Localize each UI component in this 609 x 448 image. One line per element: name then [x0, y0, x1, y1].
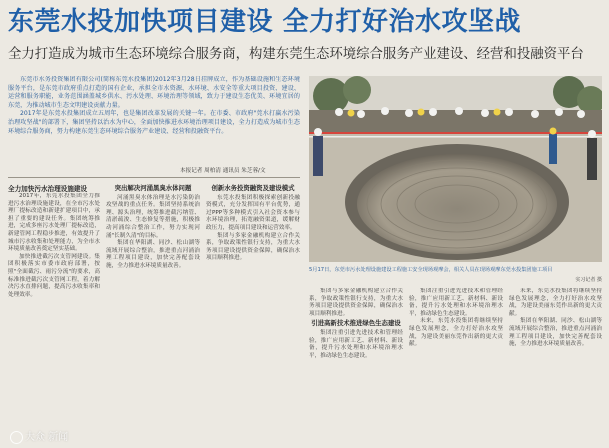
watermark	[10, 428, 100, 444]
headline: 东莞水投加快项目建设 全力打好治水攻坚战	[8, 7, 522, 37]
article-paragraph: 2017年，东莞水投集团全力推进污水治理设施建设，在全市污水处理厂提标改造和新建扩建项目中，承担了重要的建设任务。集团统筹推进，完成多座污水处理厂提标改造，新建管网工程稳步推进，有效提升了城市污水收集和处理能力，为全市水环境质量改善奠定坚实基础。	[8, 193, 100, 253]
divider	[8, 177, 300, 178]
article-column	[106, 183, 200, 428]
intro-paragraph: 东莞市水务投资集团有限公司(简称东莞水投集团)2012年3月28日挂牌成立，作为基础设施和生态环境服务平台，是东莞市政府重点打造的国有企业，承担全市水资源、水环境、水安全等重大项目投资、建设、运营和服务职能，业务范围涵盖城乡供水、污水处理、环境治理等领域，致力于建设生态优美、环境宜居的东莞，为推动城市生态文明建设贡献力量。	[8, 76, 300, 109]
article-paragraph: 未来，东莞水投集团将继续坚持绿色发展理念，全力打好治水攻坚战，为建设美丽东莞作出新的更大贡献。	[409, 318, 503, 348]
section-title: 全力加快污水治理设施建设	[8, 185, 88, 193]
watermark-text: 大众 新闻	[25, 432, 69, 443]
photo-caption: 5月17日，东莞市污水处理设施建设工程施工安全现场观摩会，相关人员在现场观摩东莞水投集团施工项目	[309, 267, 553, 273]
section-title: 创新水务投资融资及建设模式	[211, 184, 295, 192]
article-paragraph: 加快推进截污次支管网建设。集团积极落实市委市政府部署，按照"全面截污、雨污分流"的要求，高标准推进截污次支管网工程，着力解决污水直排问题，提高污水收集率和处理效率。	[8, 253, 100, 298]
article-paragraph: 河涌黑臭水体治理是水污染防治攻坚战的重点任务。集团坚持系统治理、源头治理，统筹推进截污纳管、清淤疏浚、生态修复等措施，积极推动河涌综合整治工作，努力实现河涌"长制久清"的目标。	[106, 194, 200, 239]
watermark-logo-icon	[10, 431, 23, 444]
subheadline: 全力打造成为城市生态环境综合服务商，构建东莞生态环境综合服务产业建设、经营和投融资平台	[8, 47, 584, 62]
photo-credit: 实习记者 摄	[575, 277, 602, 283]
news-photo	[309, 76, 602, 262]
byline: 本报记者 周柏清 通讯员 朱芝蓉/文	[180, 168, 266, 174]
article-column	[509, 288, 602, 428]
article-paragraph: 未来，东莞水投集团将继续坚持绿色发展理念，全力打好治水攻坚战，为建设美丽东莞作出新的更大贡献。	[509, 288, 602, 317]
article-paragraph: 集团在华阳湖、同沙、松山湖等流域开展综合整治，推进重点河涌治理工程项目建设，加快完善配套设施，全力推进水环境质量改善。	[106, 240, 200, 269]
article-paragraph: 集团与多家金融机构建立合作关系，争取政策性银行支持，为重大水务项目建设提供资金保障，确保治水项目顺利推进。	[206, 232, 300, 262]
construction-site-photo	[309, 76, 602, 262]
article-column	[309, 288, 403, 428]
section-title: 引进高新技术推进绿色生态建设	[311, 319, 401, 328]
article-column	[8, 193, 100, 428]
article-paragraph: 集团注重引进先进技术和管理经验，推广应用新工艺、新材料、新设备，提升污水处理和水环境治理水平，推动绿色生态建设。	[309, 329, 403, 359]
article-column	[206, 183, 300, 428]
article-paragraph: 集团与多家金融机构建立合作关系，争取政策性银行支持，为重大水务项目建设提供资金保障，确保治水项目顺利推进。	[309, 288, 403, 317]
article-column	[409, 288, 503, 428]
section-title: 突出解决河涌黑臭水体问题	[114, 184, 192, 192]
article-paragraph: 集团注重引进先进技术和管理经验，推广应用新工艺、新材料、新设备，提升污水处理和水环境治理水平，推动绿色生态建设。	[409, 288, 503, 317]
article-paragraph: 集团在华阳湖、同沙、松山湖等流域开展综合整治，推进重点河涌治理工程项目建设，加快完善配套设施，全力推进水环境质量改善。	[509, 318, 602, 348]
article-paragraph: 东莞水投集团积极探索创新投融资模式，充分发挥国有平台优势，通过PPP等多种模式引入社会资本参与水环境治理，拓宽融资渠道，缓解财政压力，提高项目建设和运营效率。	[206, 194, 300, 231]
intro-paragraph: 2017年是东莞水投集团成立五周年，也是集团改革发展的关键一年。在市委、市政府"莞水打赢水污染治理攻坚战"的部署下，集团坚持以治水为中心，全面加快推进水环境治理项目建设，全力打造成为城市生态环境综合服务商，努力构建东莞生态环境综合服务产业建设、经营和投融资平台。	[8, 110, 300, 135]
intro-text	[8, 76, 300, 164]
